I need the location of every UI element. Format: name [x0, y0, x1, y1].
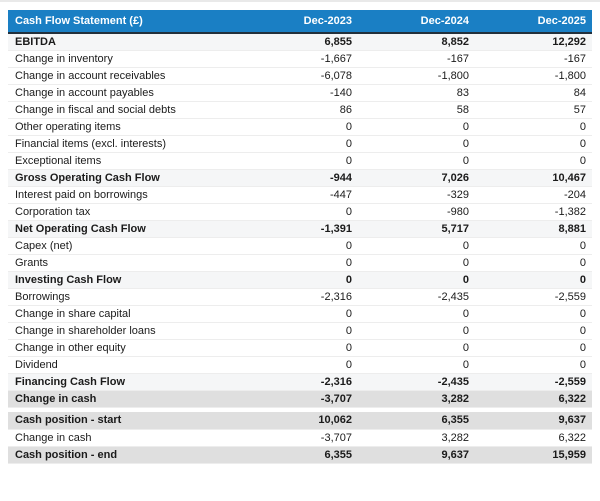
- cell-value: 7,026: [441, 171, 469, 184]
- cell-value: 5,717: [441, 222, 469, 235]
- cell-value: 84: [573, 86, 586, 99]
- cell-value: 9,637: [441, 448, 469, 461]
- cell-value: 6,855: [324, 35, 352, 48]
- table-row: [8, 67, 592, 84]
- table-row: [8, 446, 592, 463]
- table-row: [8, 373, 592, 390]
- cell-value: 10,062: [318, 414, 352, 427]
- row-label: Change in share capital: [15, 307, 131, 320]
- header-row: [8, 10, 592, 33]
- column-header-dec-2023: Dec-2023: [241, 10, 358, 33]
- cell-value: -2,559: [554, 290, 586, 303]
- cell-value: 0: [345, 256, 352, 269]
- cell-value: 8,881: [558, 222, 586, 235]
- cell-value: 0: [345, 205, 352, 218]
- table-row: [8, 322, 592, 339]
- row-label: Change in inventory: [15, 52, 113, 65]
- table-row: [8, 412, 592, 429]
- row-label: Interest paid on borrowings: [15, 188, 148, 201]
- cell-value: -1,667: [320, 52, 352, 65]
- table-row: [8, 152, 592, 169]
- cell-value: 0: [345, 358, 352, 371]
- row-label: EBITDA: [15, 35, 56, 48]
- row-label: Cash position - end: [15, 448, 118, 461]
- cell-value: 58: [456, 103, 469, 116]
- cell-value: 6,322: [558, 392, 586, 405]
- row-label: Investing Cash Flow: [15, 273, 122, 286]
- row-label: Grants: [15, 256, 49, 269]
- row-label: Cash position - start: [15, 414, 122, 427]
- table-row: [8, 33, 592, 50]
- table-row: [8, 254, 592, 271]
- table-row: [8, 288, 592, 305]
- cell-value: 0: [345, 341, 352, 354]
- row-label: Corporation tax: [15, 205, 91, 218]
- table-title: Cash Flow Statement (£): [8, 10, 241, 33]
- cell-value: -329: [446, 188, 469, 201]
- cell-value: -1,382: [554, 205, 586, 218]
- cell-value: 0: [462, 341, 469, 354]
- cell-value: 0: [462, 307, 469, 320]
- cell-value: -1,391: [320, 222, 352, 235]
- table-row: [8, 271, 592, 288]
- cell-value: 0: [579, 307, 586, 320]
- cell-value: 83: [456, 86, 469, 99]
- cash-flow-table: [8, 10, 592, 464]
- cell-value: 3,282: [441, 431, 469, 444]
- cell-value: 0: [579, 239, 586, 252]
- cell-value: 6,355: [324, 448, 352, 461]
- row-label: Change in cash: [15, 431, 92, 444]
- cell-value: 9,637: [558, 414, 586, 427]
- cell-value: 0: [462, 137, 469, 150]
- table-row: [8, 135, 592, 152]
- table-row: [8, 118, 592, 135]
- row-label: Change in account payables: [15, 86, 154, 99]
- row-label: Dividend: [15, 358, 58, 371]
- cell-value: 6,322: [558, 431, 586, 444]
- cell-value: -2,435: [437, 375, 469, 388]
- cell-value: 57: [573, 103, 586, 116]
- cell-value: 0: [579, 137, 586, 150]
- cell-value: -944: [329, 171, 352, 184]
- table-row: [8, 237, 592, 254]
- cell-value: -2,559: [554, 375, 586, 388]
- cell-value: 0: [462, 358, 469, 371]
- cell-value: -980: [446, 205, 469, 218]
- cell-value: -140: [329, 86, 352, 99]
- cell-value: 0: [345, 137, 352, 150]
- cell-value: 0: [345, 273, 352, 286]
- table-row: [8, 356, 592, 373]
- row-label: Financing Cash Flow: [15, 375, 126, 388]
- table-row: [8, 169, 592, 186]
- cell-value: 0: [579, 358, 586, 371]
- row-label: Capex (net): [15, 239, 73, 252]
- cell-value: 0: [462, 256, 469, 269]
- cell-value: -2,435: [437, 290, 469, 303]
- table-row: [8, 203, 592, 220]
- cell-value: -1,800: [554, 69, 586, 82]
- cell-value: 0: [345, 307, 352, 320]
- table-row: [8, 305, 592, 322]
- row-label: Net Operating Cash Flow: [15, 222, 146, 235]
- row-label: Financial items (excl. interests): [15, 137, 166, 150]
- row-label: Change in account receivables: [15, 69, 166, 82]
- cell-value: -1,800: [437, 69, 469, 82]
- cell-value: 0: [579, 256, 586, 269]
- cell-value: 10,467: [552, 171, 586, 184]
- cell-value: 0: [579, 154, 586, 167]
- cell-value: 3,282: [441, 392, 469, 405]
- row-label: Change in cash: [15, 392, 97, 405]
- table-row: [8, 429, 592, 446]
- cell-value: 0: [462, 273, 469, 286]
- cell-value: -6,078: [320, 69, 352, 82]
- table-body: [8, 33, 592, 463]
- cell-value: -167: [446, 52, 469, 65]
- cell-value: 12,292: [552, 35, 586, 48]
- cell-value: -3,707: [320, 392, 352, 405]
- cell-value: 0: [345, 120, 352, 133]
- cell-value: -2,316: [320, 375, 352, 388]
- row-label: Other operating items: [15, 120, 121, 133]
- table-header: [8, 10, 592, 33]
- column-header-dec-2024: Dec-2024: [358, 10, 475, 33]
- row-label: Change in fiscal and social debts: [15, 103, 176, 116]
- cell-value: 0: [462, 324, 469, 337]
- cell-value: 15,959: [552, 448, 586, 461]
- cell-value: 0: [579, 273, 586, 286]
- table-row: [8, 390, 592, 407]
- table-row: [8, 339, 592, 356]
- row-label: Borrowings: [15, 290, 71, 303]
- cell-value: -167: [563, 52, 586, 65]
- cell-value: 0: [345, 239, 352, 252]
- table-row: [8, 101, 592, 118]
- row-label: Exceptional items: [15, 154, 102, 167]
- row-label: Change in shareholder loans: [15, 324, 156, 337]
- cell-value: 0: [462, 239, 469, 252]
- cell-value: 0: [345, 324, 352, 337]
- cell-value: 0: [579, 341, 586, 354]
- row-label: Change in other equity: [15, 341, 126, 354]
- cell-value: 0: [345, 154, 352, 167]
- column-header-dec-2025: Dec-2025: [475, 10, 592, 33]
- cell-value: 0: [579, 324, 586, 337]
- cell-value: -2,316: [320, 290, 352, 303]
- cell-value: 0: [462, 120, 469, 133]
- cell-value: 6,355: [441, 414, 469, 427]
- cell-value: -447: [329, 188, 352, 201]
- cell-value: 8,852: [441, 35, 469, 48]
- cell-value: 0: [579, 120, 586, 133]
- cell-value: -204: [563, 188, 586, 201]
- table-row: [8, 50, 592, 67]
- cell-value: -3,707: [320, 431, 352, 444]
- cell-value: 0: [462, 154, 469, 167]
- table-row: [8, 84, 592, 101]
- table-row: [8, 186, 592, 203]
- row-label: Gross Operating Cash Flow: [15, 171, 160, 184]
- table-row: [8, 220, 592, 237]
- cell-value: 86: [339, 103, 352, 116]
